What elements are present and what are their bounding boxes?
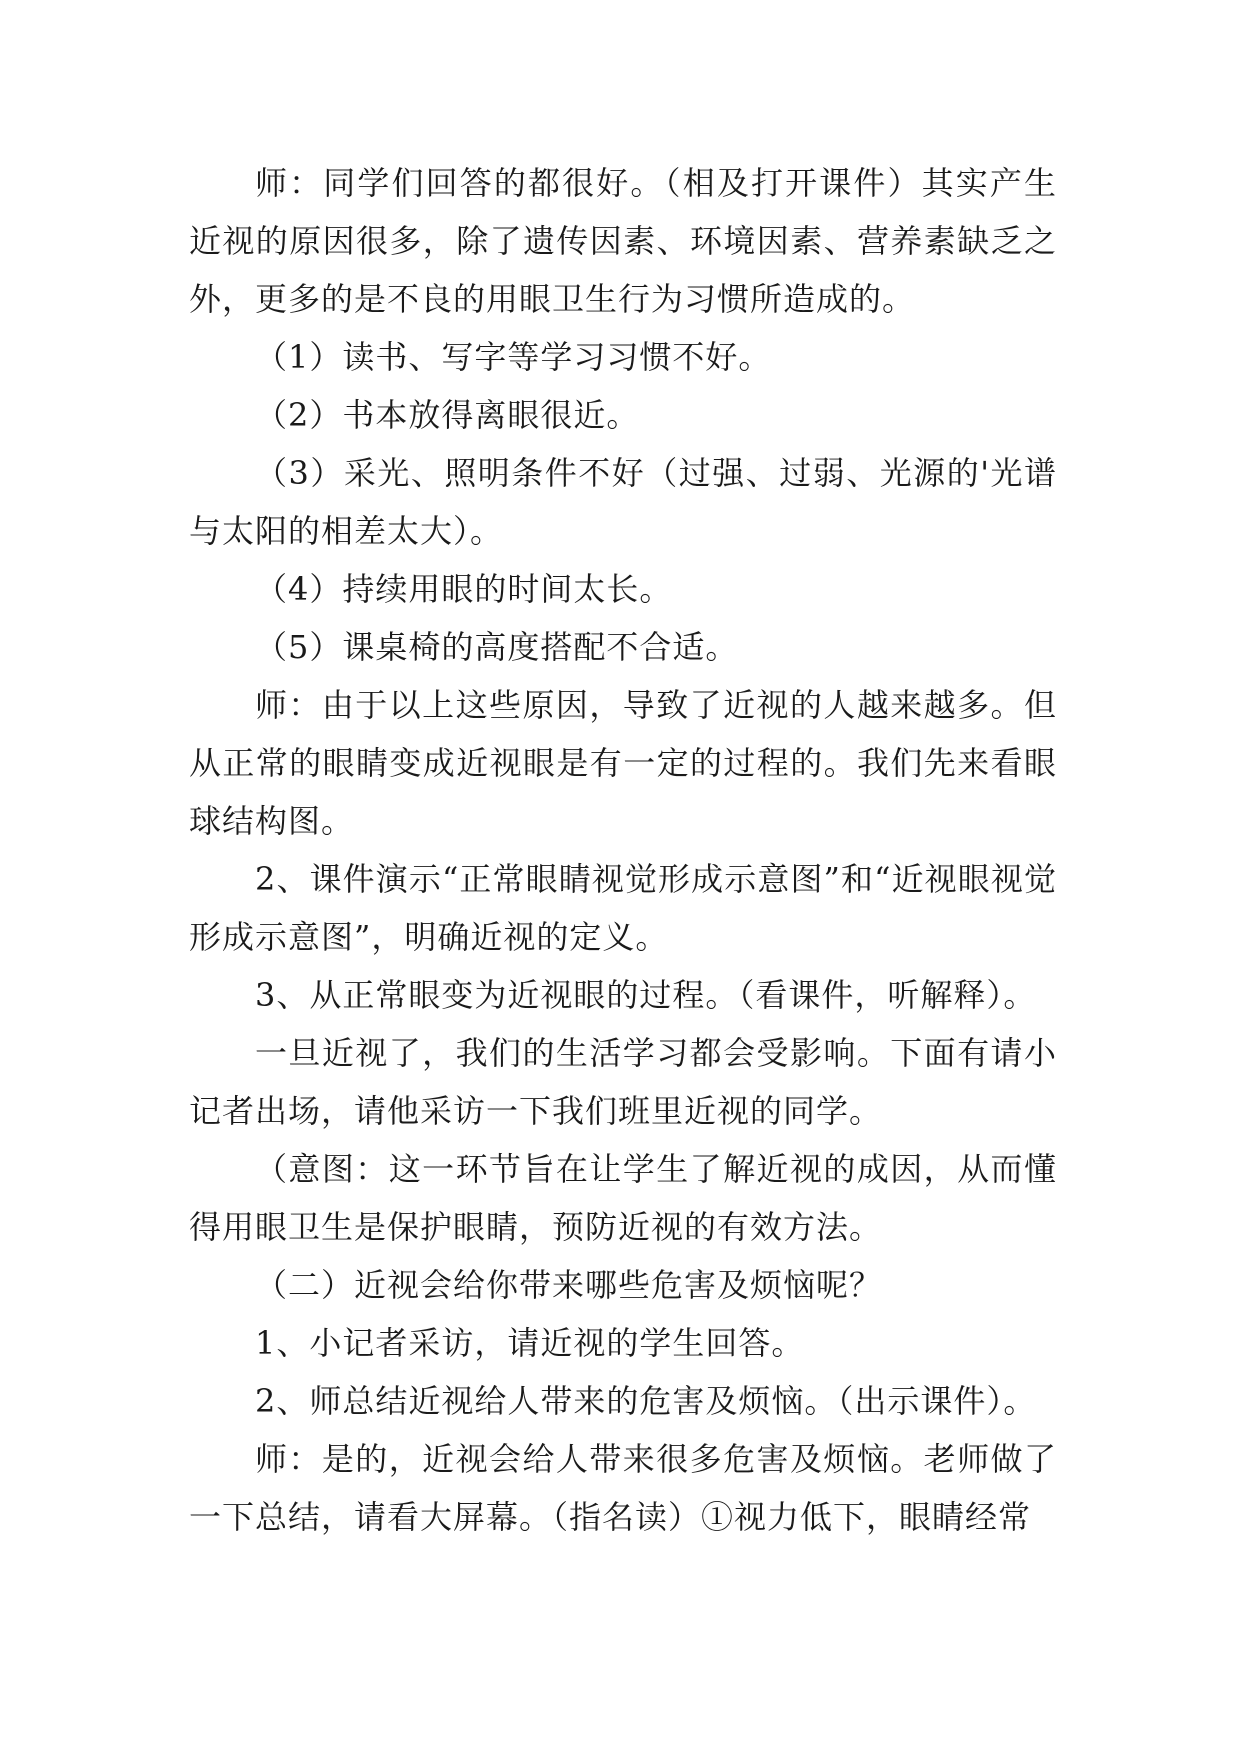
paragraph-cause-5: （5）课桌椅的高度搭配不合适。 bbox=[255, 628, 739, 666]
paragraph-cause-4: （4）持续用眼的时间太长。 bbox=[255, 570, 673, 608]
paragraph-step-3: 3、从正常眼变为近视眼的过程。（看课件，听解释）。 bbox=[255, 976, 1037, 1014]
paragraph-cause-2: （2）书本放得离眼很近。 bbox=[255, 396, 640, 434]
paragraph-harms-step-1: 1、小记者采访，请近视的学生回答。 bbox=[255, 1324, 805, 1362]
paragraph-teacher-process: 师：由于以上这些原因，导致了近视的人越来越多。但从正常的眼睛变成近视眼是有一定的过程的。我们先来看眼球结构图。 bbox=[189, 686, 1057, 840]
paragraph-reporter-intro: 一旦近视了，我们的生活学习都会受影响。下面有请小记者出场，请他采访一下我们班里近视的同学。 bbox=[189, 1034, 1057, 1130]
document-body bbox=[189, 154, 1057, 1546]
paragraph-step-2: 2、课件演示“正常眼睛视觉形成示意图”和“近视眼视觉形成示意图”，明确近视的定义。 bbox=[189, 860, 1057, 956]
paragraph-cause-1: （1）读书、写字等学习习惯不好。 bbox=[255, 338, 772, 376]
paragraph-harms-step-2: 2、师总结近视给人带来的危害及烦恼。（出示课件）。 bbox=[255, 1382, 1037, 1420]
paragraph-cause-3: （3）采光、照明条件不好（过强、过弱、光源的'光谱与太阳的相差太大）。 bbox=[189, 454, 1057, 550]
section-heading-harms: （二）近视会给你带来哪些危害及烦恼呢？ bbox=[255, 1266, 883, 1304]
paragraph-intent: （意图：这一环节旨在让学生了解近视的成因，从而懂得用眼卫生是保护眼睛，预防近视的有效方法。 bbox=[189, 1150, 1057, 1246]
paragraph-teacher-causes: 师：同学们回答的都很好。（相及打开课件）其实产生近视的原因很多，除了遗传因素、环境因素、营养素缺乏之外，更多的是不良的用眼卫生行为习惯所造成的。 bbox=[189, 164, 1057, 318]
paragraph-teacher-summary: 师：是的，近视会给人带来很多危害及烦恼。老师做了一下总结，请看大屏幕。（指名读）①视力低下，眼睛经常 bbox=[189, 1440, 1057, 1536]
